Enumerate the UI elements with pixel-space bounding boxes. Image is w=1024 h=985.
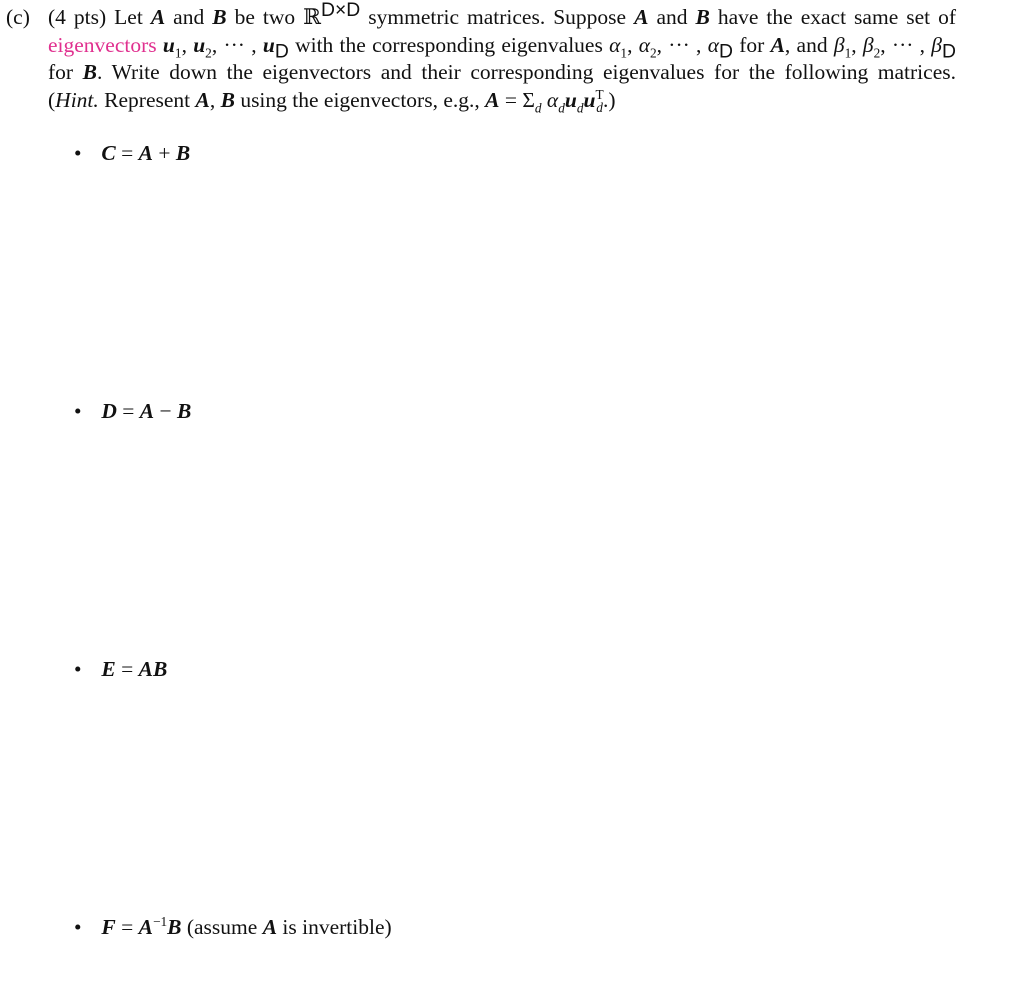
bullet-text-e: E = AB (101, 657, 168, 681)
problem-sentence-1: (4 pts) Let A and B be two ℝ$^{D\times D}$ symmetric matrices. Suppose A and B have the exact same set of eigenvectors $u_1$, $u_2$, ··· , $u_D$ with the corresponding eigenvalues $\alpha_1$, $\alpha_2$, ··· , $\alpha_D$ for A, and $\beta_1$, $\beta_2$, ··· , $\beta_D$ for B. (48, 0, 957, 84)
bullet-dot: • (74, 141, 82, 165)
bullet-dot: • (74, 657, 82, 681)
bullet-dot: • (74, 915, 82, 939)
problem-text: (4 pts) Let A and B be two ℝ$^{D\times D}$ symmetric matrices. Suppose A and B have the exact same set of eigenvectors $u_1$, $u_2$, ··· , $u_D$ with the corresponding eigenvalues $\alpha_1$, $\alpha_2$, ··· , $\alpha_D$ for A, and $\beta_1$, $\beta_2$, ··· , $\beta_D$ for B. Write down the eigenvectors and their corresponding eigenvalues for the following matrices. (Hint. Represent A, B using the eigenvectors, e.g., $A = \Sigma_d$ $\alpha_du_du^T_d$.) (48, 0, 957, 115)
problem-label: (c) (6, 5, 30, 29)
bullet-dot: • (74, 399, 82, 423)
bullet-item-d (74, 397, 191, 425)
bullet-item-c (74, 139, 190, 167)
bullet-text-d: D = A − B (101, 399, 192, 423)
eigenvectors-link[interactable]: eigenvectors (48, 32, 157, 57)
problem-statement (6, 0, 957, 115)
problem-sentence-2: Write down the eigenvectors and their corresponding eigenvalues for the following matrices. (111, 60, 956, 84)
bullet-item-e (74, 655, 167, 683)
hint-label: Hint. (55, 87, 99, 112)
bullet-text-c: C = A + B (101, 141, 191, 165)
bullet-text-f: $F = A^{-1}B$ (assume A is invertible) (101, 913, 392, 939)
bullet-item-f (74, 913, 392, 941)
